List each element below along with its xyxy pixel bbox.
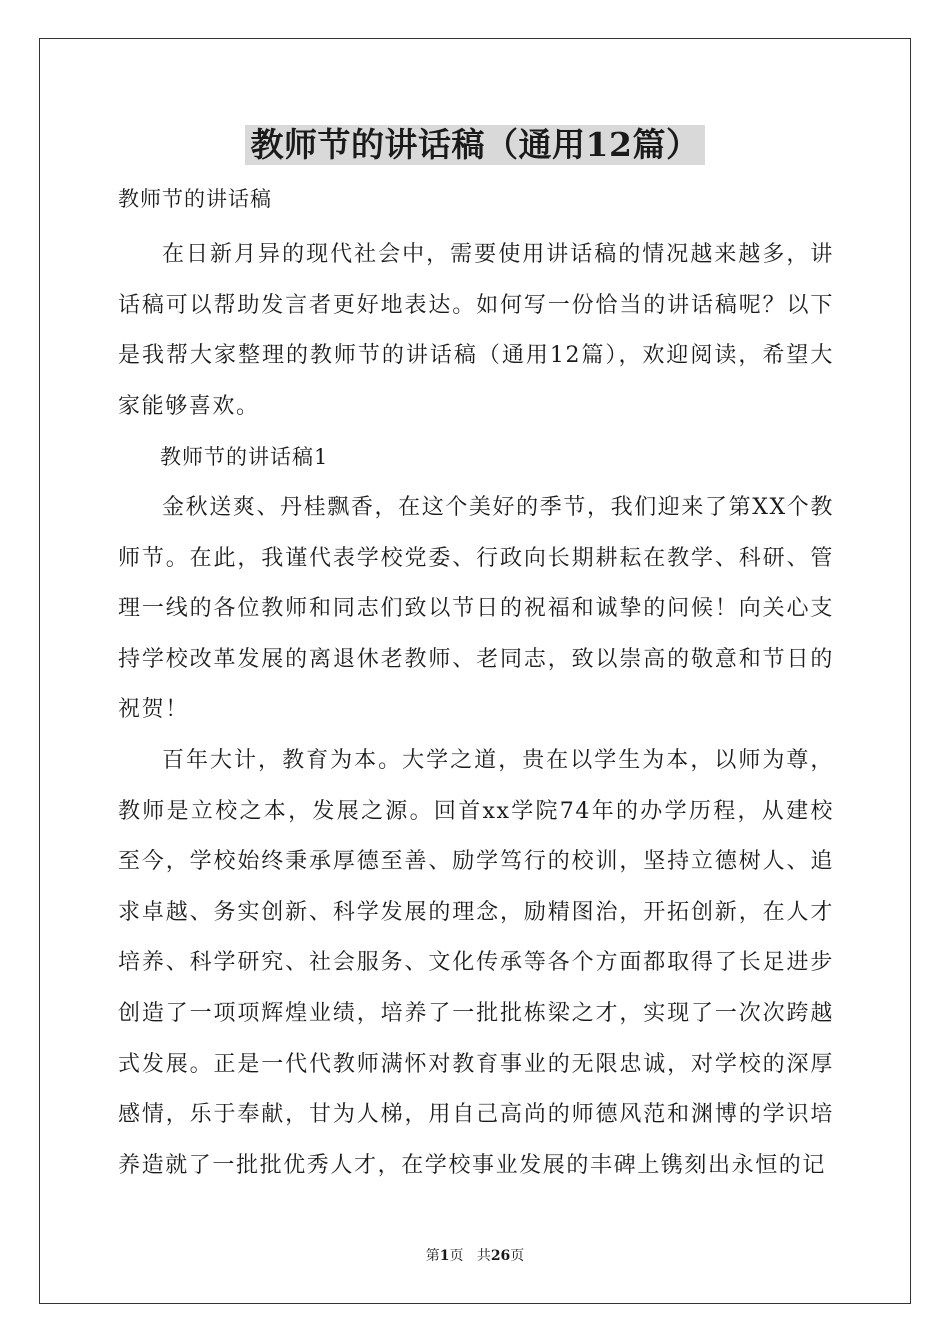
document-body xyxy=(118,230,834,1191)
page-footer xyxy=(0,1246,950,1266)
title-container xyxy=(0,125,950,165)
total-suffix: 页 xyxy=(510,1248,525,1264)
section-heading: 教师节的讲话稿1 xyxy=(160,445,329,470)
page-prefix: 第 xyxy=(425,1248,440,1264)
total-prefix: 共 xyxy=(476,1248,491,1264)
total-page-count: 26 xyxy=(490,1248,511,1264)
body-paragraph: 百年大计，教育为本。大学之道，贵在以学生为本，以师为尊，教师是立校之本，发展之源。回首xx学院74年的办学历程，从建校至今，学校始终秉承厚德至善、励学笃行的校训，坚持立德树人、追求卓越、务实创新、科学发展的理念，励精图治，开拓创新，在人才培养、科学研究、社会服务、文化传承等各个方面都取得了长足进步创造了一项项辉煌业绩，培养了一批批栋梁之才，实现了一次次跨越式发展。正是一代代教师满怀对教育事业的无限忠诚，对学校的深厚感情，乐于奉献，甘为人梯，用自己高尚的师德风范和渊博的学识培养造就了一批批优秀人才，在学校事业发展的丰碑上镌刻出永恒的记 xyxy=(118,747,834,1178)
document-subheading: 教师节的讲话稿 xyxy=(118,187,272,211)
body-paragraph: 金秋送爽、丹桂飘香，在这个美好的季节，我们迎来了第XX个教师节。在此，我谨代表学校党委、行政向长期耕耘在教学、科研、管理一线的各位教师和同志们致以节日的祝福和诚挚的问候！向关心支持学校改革发展的离退休老教师、老同志，致以崇高的敬意和节日的祝贺！ xyxy=(118,494,834,723)
page-suffix: 页 xyxy=(449,1248,464,1264)
current-page-number: 1 xyxy=(439,1248,450,1264)
document-title: 教师节的讲话稿（通用12篇） xyxy=(245,125,706,165)
intro-paragraph: 在日新月异的现代社会中，需要使用讲话稿的情况越来越多，讲话稿可以帮助发言者更好地表达。如何写一份恰当的讲话稿呢？以下是我帮大家整理的教师节的讲话稿（通用12篇），欢迎阅读，希望大家能够喜欢。 xyxy=(118,242,834,419)
